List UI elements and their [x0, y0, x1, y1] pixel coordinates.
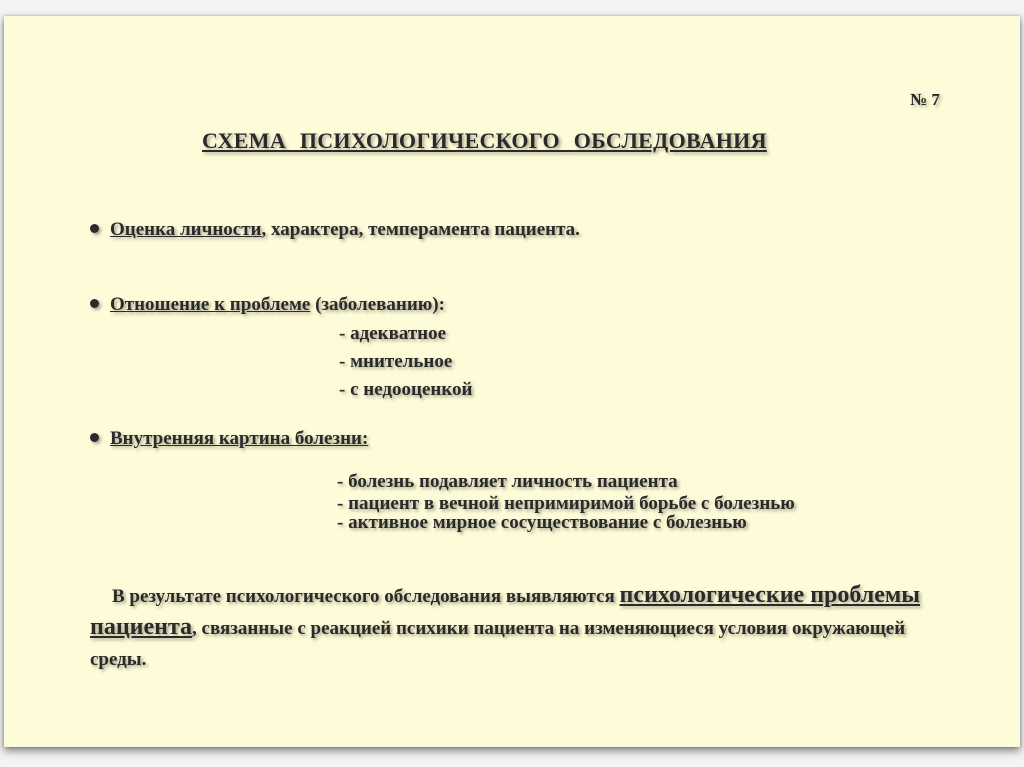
- bullet-inner-picture: [90, 428, 368, 450]
- slide: [4, 16, 1020, 747]
- bullet-text: (заболеванию):: [310, 294, 445, 315]
- bullet-text: , характера, темперамента пациента.: [261, 219, 580, 240]
- conclusion-highlight: психологические проблемы пациента: [90, 582, 920, 640]
- subitem: - пациент в вечной непримиримой борьбе с болезнью: [337, 493, 795, 514]
- bullet-dot-icon: [90, 299, 99, 308]
- bullet-attitude: [90, 294, 445, 316]
- bullet-underlined-text: Внутренняя картина болезни:: [110, 428, 369, 449]
- bullet-underlined-text: Оценка личности: [110, 219, 262, 240]
- bullet-dot-icon: [90, 224, 99, 233]
- bullet-dot-icon: [90, 433, 99, 442]
- subitem: - болезнь подавляет личность пациента: [337, 471, 678, 492]
- subitem: - активное мирное сосуществование с болезнью: [337, 512, 747, 533]
- subitem: - с недооценкой: [339, 379, 473, 400]
- conclusion-intro: В результате психологического обследования выявляются: [112, 586, 620, 607]
- slide-number: № 7: [910, 90, 940, 109]
- bullet-underlined-text: Отношение к проблеме: [110, 294, 311, 315]
- conclusion-paragraph: [90, 580, 920, 675]
- subitem: - мнительное: [339, 351, 453, 372]
- slide-title: СХЕМА ПСИХОЛОГИЧЕСКОГО ОБСЛЕДОВАНИЯ: [202, 128, 767, 153]
- subitem: - адекватное: [339, 323, 447, 344]
- conclusion-rest: , связанные с реакцией психики пациента на изменяющиеся условия окружающей среды.: [90, 618, 906, 670]
- bullet-personality: [90, 219, 580, 241]
